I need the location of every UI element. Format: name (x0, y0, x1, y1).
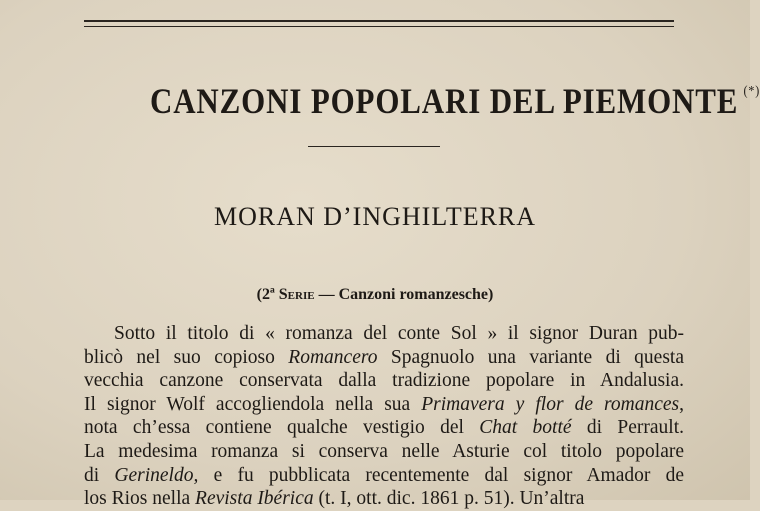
header-rule-thin (84, 26, 674, 27)
text-segment: nota ch’essa contiene qualche vestigio del (84, 417, 480, 439)
title-footnote-mark: (*) (743, 84, 760, 99)
text-segment: La medesima romanza si conserva nelle Asturie col titolo popolare (84, 440, 684, 462)
italic-text: Romancero (288, 346, 378, 368)
series-rest: — Canzoni romanzesche) (318, 286, 494, 303)
text-segment: Il signor Wolf accogliendola nella sua (84, 393, 422, 415)
italic-text: Revista Ibérica (195, 488, 314, 510)
text-segment: los Rios nella (84, 488, 196, 510)
series-number: (2ª (256, 286, 275, 303)
text-segment: (t. I, ott. dic. 1861 p. 51). Un’altra (313, 488, 585, 510)
text-line (84, 346, 684, 370)
title-text: CANZONI POPOLARI DEL PIEMONTE (150, 81, 739, 121)
italic-text: Chat botté (479, 417, 572, 439)
text-segment: di (84, 464, 115, 486)
text-segment: Spagnuolo una variante di questa (377, 346, 684, 368)
text-segment: , (679, 393, 685, 415)
text-segment: Sotto il titolo di « romanza del conte Sol » il signor Duran pub- (114, 323, 684, 344)
text-segment: blicò nel suo copioso (84, 346, 289, 368)
text-line (84, 369, 684, 393)
italic-text: Primavera y flor de romances (421, 393, 680, 415)
text-line (84, 464, 684, 488)
page-title (21, 80, 760, 122)
header-rule (84, 20, 674, 22)
body-paragraph (84, 322, 684, 511)
title-divider (308, 146, 440, 147)
text-line (84, 393, 684, 417)
text-segment: di Perrault. (571, 417, 684, 439)
text-segment: e fu pubblicata recentemente dal signor Amador de (198, 464, 684, 486)
italic-text: Gerineldo, (114, 464, 199, 486)
text-line (84, 440, 684, 464)
text-line (84, 322, 684, 346)
series-caption (0, 286, 750, 304)
text-line (84, 416, 684, 440)
section-heading: MORAN D’INGHILTERRA (213, 202, 537, 231)
series-word: Serie (278, 286, 315, 303)
text-segment: vecchia canzone conservata dalla tradizione popolare in Andalusia. (84, 370, 684, 392)
text-line (84, 487, 684, 511)
